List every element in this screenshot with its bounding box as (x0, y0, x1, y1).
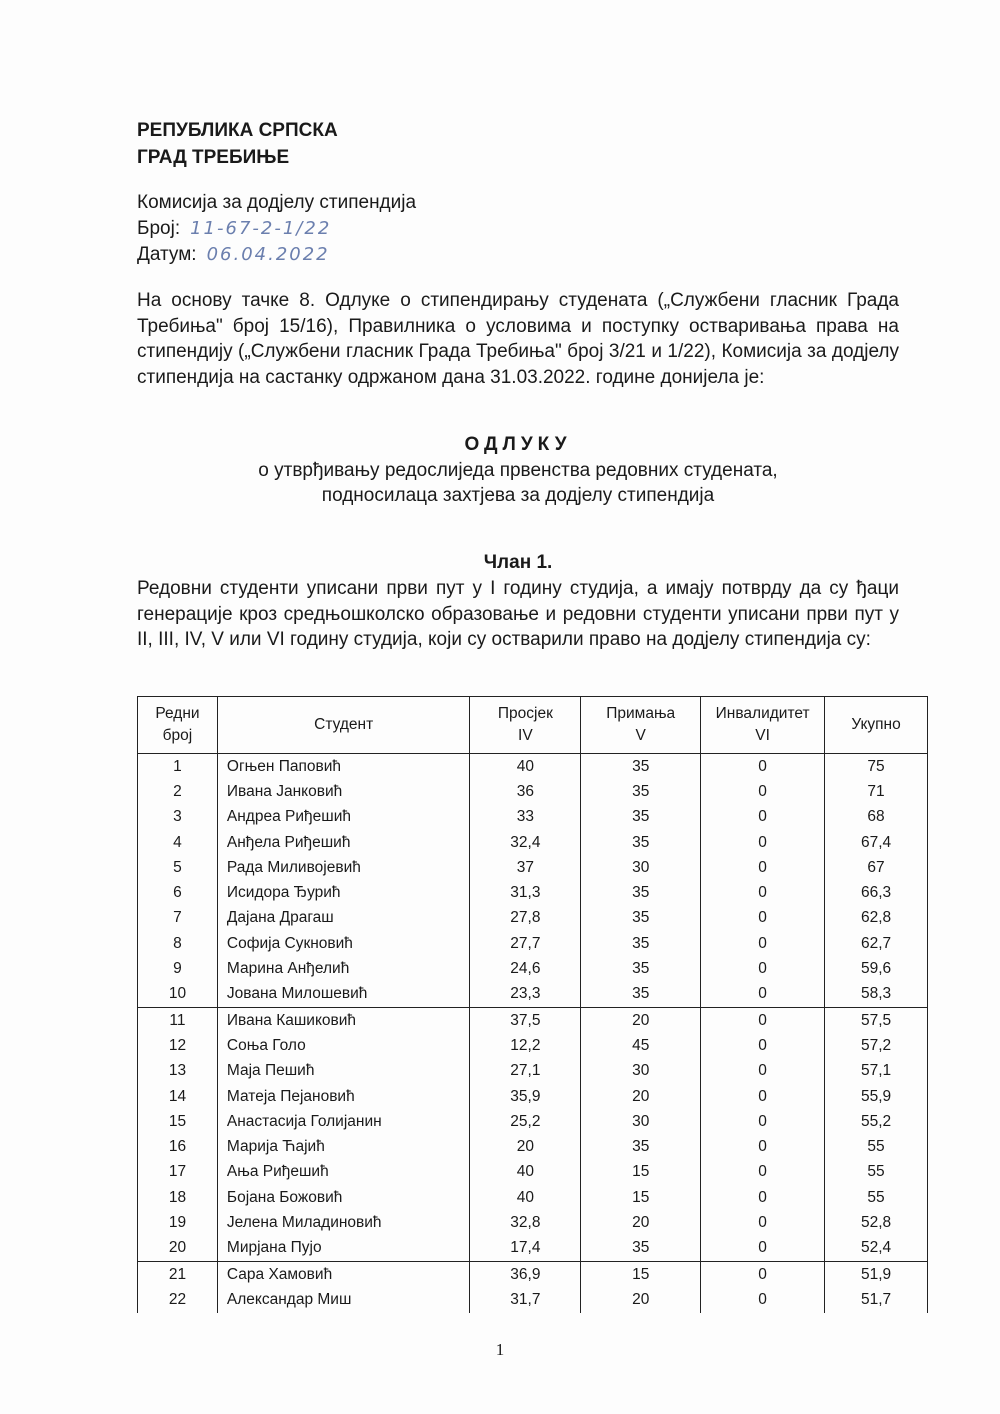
republic-name: РЕПУБЛИКА СРПСКА (137, 120, 338, 141)
cell-average: 35,9 (470, 1084, 581, 1109)
cell-average: 12,2 (470, 1033, 581, 1058)
header-disability-line1: Инвалидитет (715, 705, 810, 722)
cell-total: 75 (825, 754, 928, 780)
document-date-value: 06.04.2022 (206, 244, 330, 265)
cell-disability: 0 (701, 1033, 825, 1058)
cell-average: 27,7 (470, 931, 581, 956)
header-disability-line2: VI (755, 727, 770, 744)
cell-student: Марина Анђелић (217, 956, 470, 981)
cell-disability: 0 (701, 1210, 825, 1235)
cell-disability: 0 (701, 779, 825, 804)
cell-income: 45 (581, 1033, 701, 1058)
cell-rank: 6 (138, 880, 218, 905)
cell-student: Исидора Ђурић (217, 880, 470, 905)
header-income-line2: V (635, 727, 646, 744)
cell-rank: 1 (138, 754, 218, 780)
cell-income: 35 (581, 779, 701, 804)
cell-total: 55 (825, 1134, 928, 1159)
cell-average: 27,1 (470, 1059, 581, 1084)
cell-total: 57,2 (825, 1033, 928, 1058)
table-row (138, 830, 928, 855)
cell-total: 59,6 (825, 956, 928, 981)
cell-total: 62,7 (825, 931, 928, 956)
document-number-row (137, 216, 416, 242)
table-row (138, 880, 928, 905)
cell-average: 37,5 (470, 1007, 581, 1033)
cell-student: Андреа Риђешић (217, 805, 470, 830)
cell-disability: 0 (701, 1160, 825, 1185)
cell-income: 30 (581, 1109, 701, 1134)
cell-student: Бојана Божовић (217, 1185, 470, 1210)
cell-rank: 9 (138, 956, 218, 981)
table-row (138, 1210, 928, 1235)
cell-income: 20 (581, 1084, 701, 1109)
cell-total: 67 (825, 855, 928, 880)
cell-disability: 0 (701, 906, 825, 931)
issuer-header (137, 117, 338, 171)
cell-student: Маја Пешић (217, 1059, 470, 1084)
cell-disability: 0 (701, 1059, 825, 1084)
cell-income: 35 (581, 956, 701, 981)
cell-rank: 3 (138, 805, 218, 830)
cell-student: Ивана Кашиковић (217, 1007, 470, 1033)
cell-income: 35 (581, 1236, 701, 1262)
cell-student: Соња Голо (217, 1033, 470, 1058)
decision-title: ОДЛУКУ (464, 434, 572, 455)
cell-total: 57,1 (825, 1059, 928, 1084)
cell-disability: 0 (701, 754, 825, 780)
cell-average: 31,7 (470, 1287, 581, 1312)
cell-disability: 0 (701, 1007, 825, 1033)
cell-average: 40 (470, 754, 581, 780)
table-row (138, 805, 928, 830)
cell-disability: 0 (701, 830, 825, 855)
article-title: Члан 1. (483, 552, 553, 573)
document-number-label: Број: (137, 218, 181, 239)
cell-rank: 19 (138, 1210, 218, 1235)
cell-average: 37 (470, 855, 581, 880)
table-row (138, 956, 928, 981)
cell-rank: 13 (138, 1059, 218, 1084)
table-row (138, 906, 928, 931)
article-text: Редовни студенти уписани први пут у I годину студија, а имају потврду да су ђаци генерације кроз средњошколско образовање и редовни студенти уписани први пут у II, III, IV, V или VI годину студија, који су остварили право на додјелу стипендија су: (137, 578, 899, 650)
table-header-row (138, 697, 928, 754)
cell-student: Анастасија Голијанин (217, 1109, 470, 1134)
cell-income: 15 (581, 1261, 701, 1287)
cell-disability: 0 (701, 982, 825, 1008)
cell-student: Анђела Риђешић (217, 830, 470, 855)
cell-average: 32,4 (470, 830, 581, 855)
cell-average: 33 (470, 805, 581, 830)
cell-income: 35 (581, 880, 701, 905)
cell-total: 62,8 (825, 906, 928, 931)
cell-disability: 0 (701, 855, 825, 880)
page-number: 1 (495, 1340, 505, 1359)
commission-name: Комисија за додјелу стипендија (137, 192, 417, 213)
header-disability (701, 697, 825, 754)
cell-income: 20 (581, 1007, 701, 1033)
cell-rank: 21 (138, 1261, 218, 1287)
cell-disability: 0 (701, 931, 825, 956)
cell-total: 57,5 (825, 1007, 928, 1033)
cell-rank: 12 (138, 1033, 218, 1058)
cell-rank: 4 (138, 830, 218, 855)
cell-average: 20 (470, 1134, 581, 1159)
header-rank (138, 697, 218, 754)
cell-student: Ања Риђешић (217, 1160, 470, 1185)
cell-student: Александар Миш (217, 1287, 470, 1312)
table-row (138, 1287, 928, 1312)
cell-income: 15 (581, 1160, 701, 1185)
cell-total: 55,2 (825, 1109, 928, 1134)
cell-rank: 16 (138, 1134, 218, 1159)
cell-disability: 0 (701, 880, 825, 905)
table-row (138, 931, 928, 956)
cell-income: 20 (581, 1287, 701, 1312)
table-row (138, 1185, 928, 1210)
cell-income: 35 (581, 805, 701, 830)
header-average-line1: Просјек (497, 705, 553, 722)
cell-rank: 11 (138, 1007, 218, 1033)
table-row (138, 1033, 928, 1058)
document-number-value: 11-67-2-1/22 (190, 218, 332, 239)
cell-student: Јована Милошевић (217, 982, 470, 1008)
header-income-line1: Примања (606, 705, 676, 722)
cell-income: 35 (581, 1134, 701, 1159)
cell-average: 31,3 (470, 880, 581, 905)
cell-student: Марија Ћајић (217, 1134, 470, 1159)
cell-income: 20 (581, 1210, 701, 1235)
cell-average: 17,4 (470, 1236, 581, 1262)
cell-rank: 8 (138, 931, 218, 956)
city-name: ГРАД ТРЕБИЊЕ (137, 147, 290, 168)
cell-disability: 0 (701, 1134, 825, 1159)
cell-income: 35 (581, 830, 701, 855)
header-average (470, 697, 581, 754)
cell-student: Огњен Паповић (217, 754, 470, 780)
decision-subtitle-line1: о утврђивању редослиједа првенства редовних студената, (258, 460, 778, 481)
document-date-label: Датум: (137, 244, 197, 265)
cell-student: Јелена Миладиновић (217, 1210, 470, 1235)
cell-average: 32,8 (470, 1210, 581, 1235)
cell-total: 51,7 (825, 1287, 928, 1312)
cell-rank: 22 (138, 1287, 218, 1312)
table-row (138, 1109, 928, 1134)
cell-average: 36 (470, 779, 581, 804)
table-row (138, 1261, 928, 1287)
cell-average: 27,8 (470, 906, 581, 931)
cell-total: 67,4 (825, 830, 928, 855)
cell-rank: 10 (138, 982, 218, 1008)
cell-rank: 5 (138, 855, 218, 880)
cell-average: 40 (470, 1185, 581, 1210)
cell-disability: 0 (701, 956, 825, 981)
table-row (138, 1007, 928, 1033)
table-row (138, 1059, 928, 1084)
table-row (138, 754, 928, 780)
cell-average: 24,6 (470, 956, 581, 981)
cell-rank: 14 (138, 1084, 218, 1109)
cell-total: 58,3 (825, 982, 928, 1008)
cell-disability: 0 (701, 1261, 825, 1287)
header-average-line2: IV (518, 727, 533, 744)
table-row (138, 1160, 928, 1185)
cell-average: 25,2 (470, 1109, 581, 1134)
cell-rank: 15 (138, 1109, 218, 1134)
cell-disability: 0 (701, 1084, 825, 1109)
cell-total: 71 (825, 779, 928, 804)
cell-disability: 0 (701, 1236, 825, 1262)
cell-average: 23,3 (470, 982, 581, 1008)
header-student: Студент (217, 697, 470, 754)
cell-total: 55 (825, 1160, 928, 1185)
document-date-row (137, 242, 416, 268)
cell-student: Рада Миливојевић (217, 855, 470, 880)
cell-income: 15 (581, 1185, 701, 1210)
cell-income: 30 (581, 855, 701, 880)
cell-total: 52,8 (825, 1210, 928, 1235)
table-row (138, 1084, 928, 1109)
header-income (581, 697, 701, 754)
cell-disability: 0 (701, 1185, 825, 1210)
cell-rank: 2 (138, 779, 218, 804)
cell-total: 51,9 (825, 1261, 928, 1287)
cell-rank: 18 (138, 1185, 218, 1210)
commission-block (137, 190, 416, 268)
cell-total: 55,9 (825, 1084, 928, 1109)
cell-total: 52,4 (825, 1236, 928, 1262)
cell-rank: 17 (138, 1160, 218, 1185)
cell-average: 40 (470, 1160, 581, 1185)
decision-subtitle-line2: подносилаца захтјева за додјелу стипендија (321, 485, 715, 506)
cell-rank: 20 (138, 1236, 218, 1262)
table-row (138, 1236, 928, 1262)
header-rank-line2: број (162, 727, 193, 744)
cell-income: 35 (581, 931, 701, 956)
cell-disability: 0 (701, 805, 825, 830)
cell-total: 55 (825, 1185, 928, 1210)
cell-income: 30 (581, 1059, 701, 1084)
decision-title-block (137, 432, 899, 508)
cell-average: 36,9 (470, 1261, 581, 1287)
cell-income: 35 (581, 982, 701, 1008)
cell-disability: 0 (701, 1109, 825, 1134)
cell-student: Матеја Пејановић (217, 1084, 470, 1109)
cell-student: Сара Хамовић (217, 1261, 470, 1287)
cell-student: Дајана Драгаш (217, 906, 470, 931)
scholarship-ranking-table (137, 696, 928, 1313)
header-rank-line1: Редни (155, 705, 200, 722)
cell-student: Ивана Јанковић (217, 779, 470, 804)
intro-paragraph: На основу тачке 8. Одлуке о стипендирању студената („Службени гласник Града Требиња" број 15/16), Правилника о условима и поступку остваривања права на стипендију („Службени гласник Града Требиња" број 3/21 и 1/22), Комисија за додјелу стипендија на састанку одржаном дана 31.03.2022. године донијела је: (137, 290, 899, 388)
table-row (138, 855, 928, 880)
article-1 (137, 550, 899, 653)
cell-rank: 7 (138, 906, 218, 931)
cell-income: 35 (581, 754, 701, 780)
cell-student: Софија Сукновић (217, 931, 470, 956)
table-row (138, 1134, 928, 1159)
header-total: Укупно (825, 697, 928, 754)
cell-student: Мирјана Пујо (217, 1236, 470, 1262)
cell-income: 35 (581, 906, 701, 931)
cell-total: 66,3 (825, 880, 928, 905)
cell-disability: 0 (701, 1287, 825, 1312)
cell-total: 68 (825, 805, 928, 830)
table-row (138, 982, 928, 1008)
table-row (138, 779, 928, 804)
